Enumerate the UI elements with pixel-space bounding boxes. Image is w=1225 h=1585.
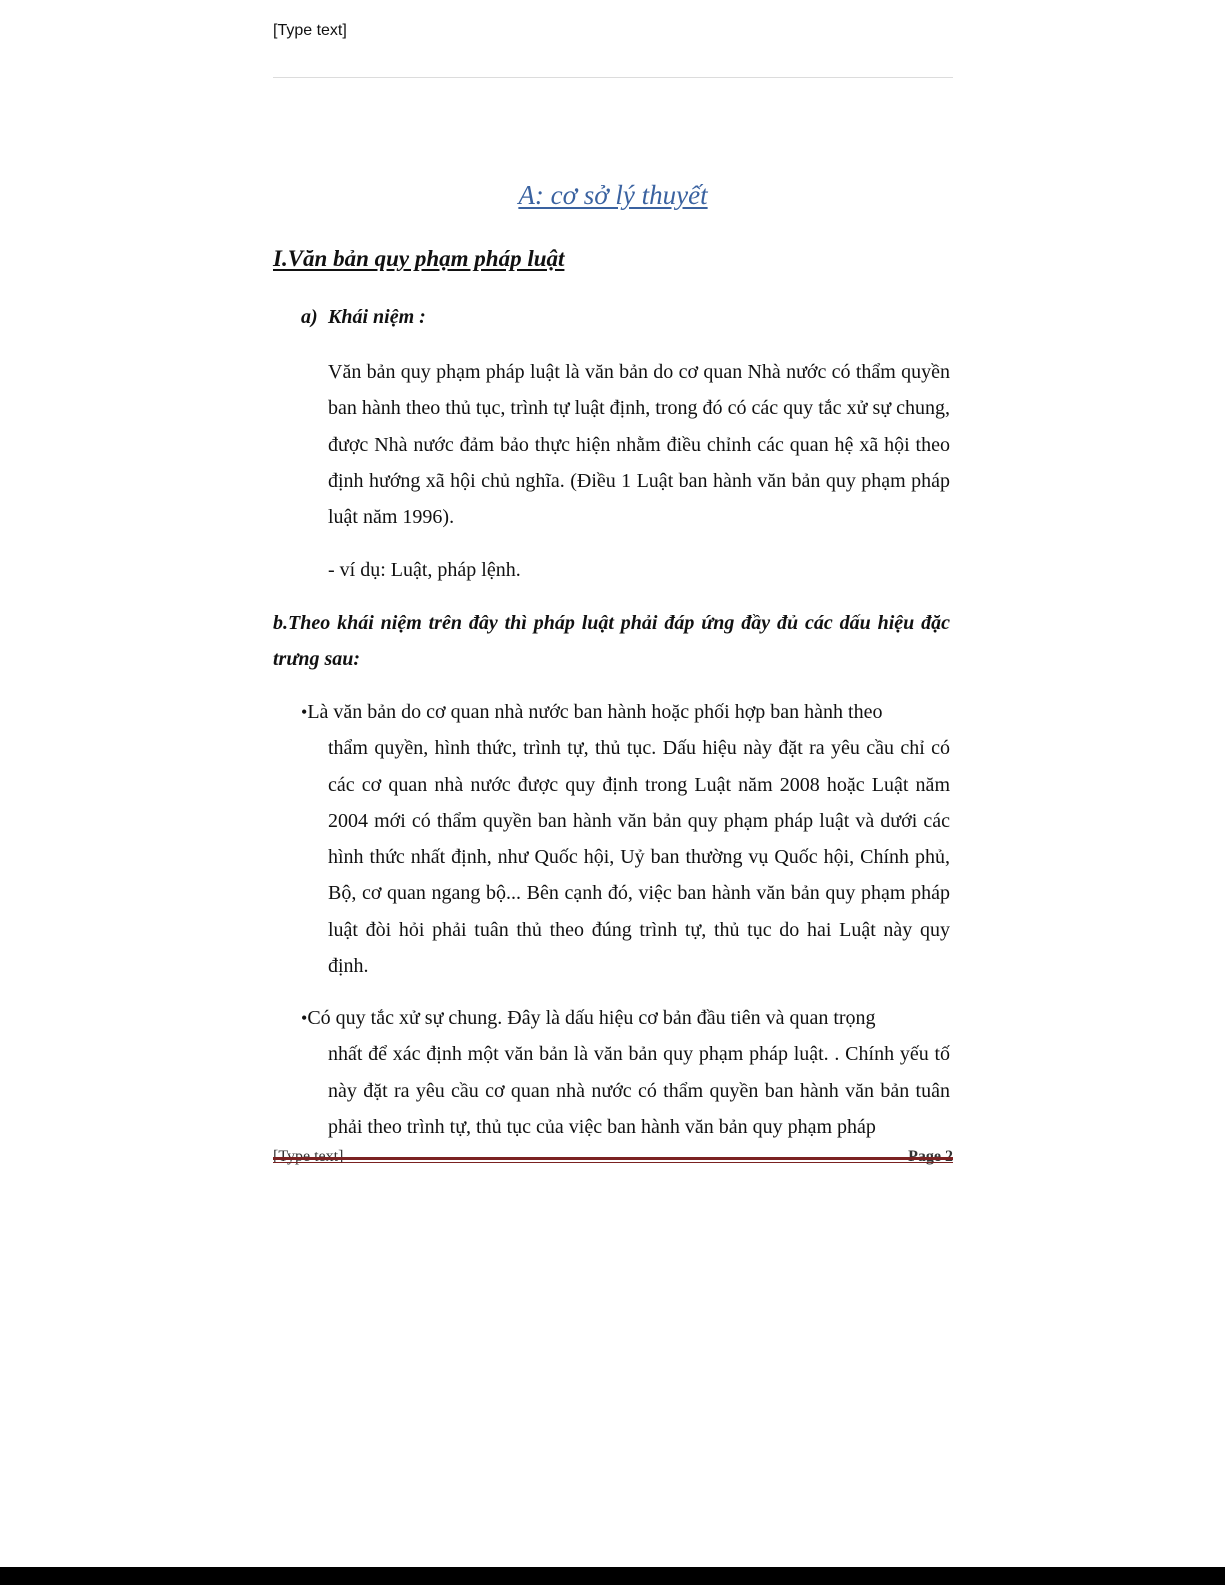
bullet-continuation: thẩm quyền, hình thức, trình tự, thủ tục. Dấu hiệu này đặt ra yêu cầu chỉ có các cơ quan nhà nước được quy định trong Luật năm 2008 hoặc Luật năm 2004 mới có thẩm quyền ban hành văn bản quy phạm pháp luật và dưới các hình thức nhất định, như Quốc hội, Uỷ ban thường vụ Quốc hội, Chính phủ, Bộ, cơ quan ngang bộ... Bên cạnh đó, việc ban hành văn bản quy phạm pháp luật đòi hỏi phải tuân thủ theo đúng trình tự, thủ tục do hai Luật này quy định. xyxy=(328,737,950,978)
bullet-first-text: Là văn bản do cơ quan nhà nước ban hành hoặc phối hợp ban hành theo xyxy=(307,701,883,723)
header-divider xyxy=(273,77,953,78)
page-header-text[interactable]: [Type text] xyxy=(273,22,347,39)
bullet-first-line xyxy=(301,694,950,730)
bullet-item xyxy=(301,694,950,984)
sub-heading-label: Khái niệm : xyxy=(328,306,426,328)
section-heading: I.Văn bản quy phạm pháp luật xyxy=(273,246,565,271)
bullet-icon: • xyxy=(301,702,308,722)
footer-rule-thick xyxy=(273,1157,953,1160)
sub-heading xyxy=(301,306,426,329)
bullet-item xyxy=(301,1000,950,1145)
bottom-edge-bar xyxy=(0,1567,1225,1585)
document-title: A: cơ sở lý thuyết xyxy=(518,180,708,210)
bullet-first-line xyxy=(301,1000,950,1036)
characteristics-heading: b.Theo khái niệm trên đây thì pháp luật phải đáp ứng đầy đủ các dấu hiệu đặc trưng sau: xyxy=(273,612,950,671)
example-line: - ví dụ: Luật, pháp lệnh. xyxy=(328,559,521,581)
footer-rule-thin xyxy=(273,1162,953,1163)
bullet-first-text: Có quy tắc xử sự chung. Đây là dấu hiệu cơ bản đầu tiên và quan trọng xyxy=(307,1007,876,1029)
definition-paragraph: Văn bản quy phạm pháp luật là văn bản do cơ quan Nhà nước có thẩm quyền ban hành theo thủ tục, trình tự luật định, trong đó có các quy tắc xử sự chung, được Nhà nước đảm bảo thực hiện nhằm điều chỉnh các quan hệ xã hội theo định hướng xã hội chủ nghĩa. (Điều 1 Luật ban hành văn bản quy phạm pháp luật năm 1996). xyxy=(328,361,950,529)
bullet-continuation: nhất để xác định một văn bản là văn bản quy phạm pháp luật. . Chính yếu tố này đặt ra yêu cầu cơ quan nhà nước có thẩm quyền ban hành văn bản tuân phải theo trình tự, thủ tục của việc ban hành văn bản quy phạm pháp xyxy=(328,1043,950,1138)
sub-heading-marker: a) xyxy=(301,306,318,328)
bullet-icon: • xyxy=(301,1008,308,1028)
